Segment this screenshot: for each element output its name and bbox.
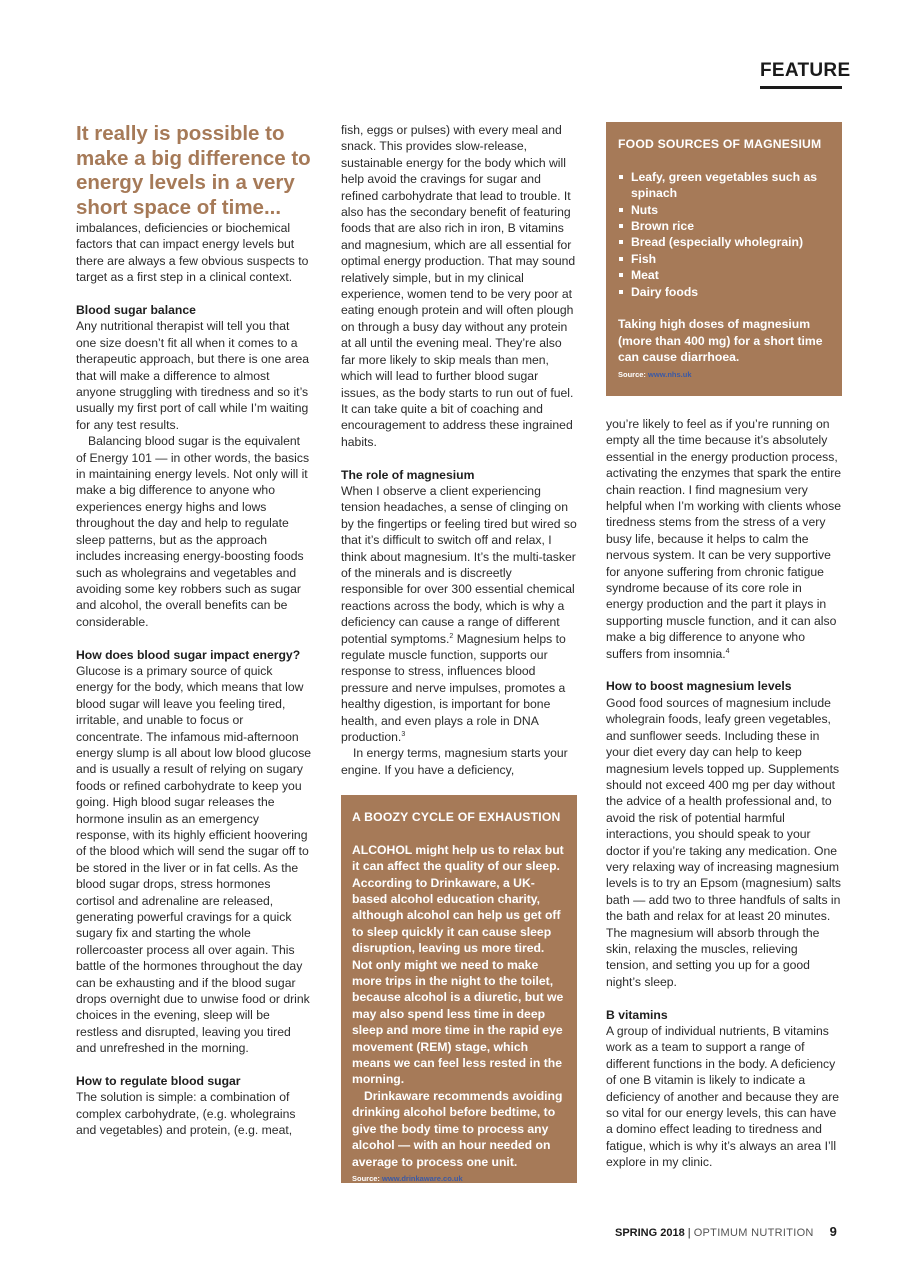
list-item: Leafy, green vegetables such as spinach	[618, 169, 830, 202]
subheading-regulate-blood-sugar: How to regulate blood sugar	[76, 1074, 241, 1089]
magazine-name: OPTIMUM NUTRITION	[693, 1227, 814, 1239]
list-item: Nuts	[618, 202, 830, 218]
magnesium-sources-box	[606, 122, 842, 396]
paragraph: A group of individual nutrients, B vitamins work as a team to support a range of different functions in the body. A deficiency of one B vitamin is likely to indicate a deficiency of another and because they are so vital for our energy levels, this can have a domino effect leading to tiredness and fatigue, which is why it’s always an area I’ll explore in my clinic.	[606, 1024, 840, 1170]
paragraph: Glucose is a primary source of quick energy for the body, which means that low blood sugar will leave you feeling tired, irritable, and unable to focus or concentrate. The infamous mid-afternoon energy slump is all about low blood glucose and is usually a result of relying on sugary foods or refined carbohydrate to keep you going. High blood sugar releases the hormone insulin as an emergency response, with its highly efficient hoovering of the blood which will send the sugar off to be stored in the liver or in fat cells. As the blood sugar drops, stress hormones cortisol and adrenaline are released, generating powerful cravings for a quick sugary fix and starting the whole rollercoaster process all over again. This battle of the hormones throughout the day can be exhausting and if the blood sugar drops overnight due to unwise food or drink choices in the evening, sleep will be restless and disrupted, leaving you tired and unrefreshed in the morning.	[76, 663, 312, 1056]
box-source	[352, 1174, 566, 1184]
column-3	[606, 416, 842, 1171]
box-title: FOOD SOURCES OF MAGNESIUM	[618, 137, 822, 151]
subheading-blood-sugar-balance: Blood sugar balance	[76, 303, 196, 318]
paragraph: fish, eggs or pulses) with every meal and snack. This provides slow-release, sustainable energy for the body which will help avoid the cravings for sugar and refined carbohydrate that lead to trouble. It also has the secondary benefit of featuring foods that are also rich in iron, B vitamins and magnesium, which are all essential for optimal energy production. That may sound relatively simple, but in my clinical experience, women tend to be very poor at eating enough protein and will often plough on through a busy day without any protein at all until the evening meal. They’re also far more likely to skip meals than men, which will lead to further blood sugar issues, as the body starts to run out of fuel. It can take quite a bit of coaching and encouragement to address these ingrained habits.	[341, 123, 576, 449]
footnote-ref: 2	[449, 632, 454, 640]
subheading-b-vitamins: B vitamins	[606, 1007, 668, 1022]
box-paragraph: ALCOHOL might help us to relax but it can affect the quality of our sleep. According to Drinkaware, a UK-based alcohol education charity, although alcohol can help us get off to sleep quickly it can cause sleep disruption, leaving us more tired. Not only might we need to make more trips in the night to the toilet, because alcohol is a diuretic, but we may also spend less time in deep sleep and more time in the rapid eye movement (REM) stage, which means we can feel less rested in the morning.	[352, 842, 564, 1087]
page-footer	[615, 1224, 845, 1239]
paragraph-text: you’re likely to feel as if you’re running on empty all the time because it’s absolutely essential in the energy production process, activating the enzymes that spark the entire chain reaction. I find magnesium very helpful when I’m working with clients whose tiredness stems from the stress of a very busy life, because it helps to calm the nervous system. It can be very supportive for anyone suffering from chronic fatigue syndrome because of its core role in energy production and the part it plays in supporting muscle function, and it can also make a big difference to anyone who suffers from insomnia.	[606, 417, 842, 661]
subheading-blood-sugar-impact: How does blood sugar impact energy?	[76, 647, 301, 662]
list-item: Meat	[618, 267, 830, 283]
subheading-boost-magnesium: How to boost magnesium levels	[606, 679, 792, 694]
box-source	[618, 370, 830, 380]
list-item: Dairy foods	[618, 284, 830, 300]
paragraph: In energy terms, magnesium starts your engine. If you have a deficiency,	[341, 746, 568, 777]
box-title: A BOOZY CYCLE OF EXHAUSTION	[352, 810, 561, 824]
box-warning: Taking high doses of magnesium (more than 400 mg) for a short time can cause diarrhoea.	[618, 317, 823, 365]
paragraph: imbalances, deficiencies or biochemical factors that can impact energy levels but there are always a few obvious suspects to target as a first step in a clinical context.	[76, 221, 309, 285]
paragraph: Good food sources of magnesium include wholegrain foods, leafy green vegetables, and sunflower seeds. Including these in your diet every day can help to keep magnesium levels topped up. Supplements should not exceed 400 mg per day without the advice of a health professional and, to avoid the risk of potential harmful interactions, you should speak to your doctor if you’re taking any medication. One very relaxing way of increasing magnesium levels is to try an Epsom (magnesium) salts bath — add two to three handfuls of salts in the bath and relax for at least 20 minutes. The magnesium will absorb through the skin, relaxing the muscles, relieving tension, and setting you up for a good night’s sleep.	[606, 695, 842, 989]
paragraph-text: When I observe a client experiencing tension headaches, a sense of clinging on by the fingertips or feeling tired but wired so that it’s difficult to switch off and relax, I think about magnesium. It’s the multi-tasker of the minerals and is discreetly responsible for over 300 essential chemical reactions across the body, which is why a deficiency can cause a range of different potential symptoms.	[341, 483, 577, 646]
source-label: Source:	[618, 369, 646, 379]
paragraph-text: Magnesium helps to regulate muscle function, supports our response to stress, influences blood pressure and nerve impulses, promotes a healthy digestion, is important for bone health, and even plays a role in DNA production.	[341, 631, 566, 745]
paragraph: The solution is simple: a combination of complex carbohydrate, (e.g. wholegrains and vegetables) and protein, (e.g. meat,	[76, 1090, 296, 1138]
footnote-ref: 3	[401, 731, 406, 739]
column-1	[76, 122, 312, 1139]
issue-label: SPRING 2018	[615, 1227, 685, 1239]
paragraph	[606, 416, 842, 662]
column-2	[341, 122, 577, 778]
source-label: Source:	[352, 1173, 380, 1183]
list-item: Brown rice	[618, 218, 830, 234]
subheading-role-of-magnesium: The role of magnesium	[341, 467, 475, 482]
source-link[interactable]: www.drinkaware.co.uk	[382, 1173, 463, 1183]
pullquote: It really is possible to make a big difference to energy levels in a very short space of time...	[76, 122, 311, 219]
list-item: Fish	[618, 251, 830, 267]
paragraph	[341, 483, 577, 746]
paragraph: Any nutritional therapist will tell you that one size doesn’t fit all when it comes to a therapeutic approach, but there is one area that will make a difference to almost anyone struggling with tiredness and so it’s usually my first port of call while I’m waiting for any test results.	[76, 319, 310, 432]
list-item: Bread (especially wholegrain)	[618, 234, 830, 250]
footnote-ref: 4	[725, 647, 730, 655]
footer-separator: |	[684, 1227, 694, 1239]
source-link[interactable]: www.nhs.uk	[648, 369, 692, 379]
box-paragraph: Drinkaware recommends avoiding drinking alcohol before bedtime, to give the body time to process any alcohol — with an hour needed on average to process one unit.	[352, 1088, 563, 1169]
paragraph: Balancing blood sugar is the equivalent of Energy 101 — in other words, the basics in maintaining energy levels. Not only will it make a big difference to anyone who experiences energy highs and lows throughout the day and help to regulate sleep patterns, but as the approach includes increasing energy-boosting foods such as wholegrains and vegetables and avoiding some key robbers such as sugar and alcohol, the overall benefits can be considerable.	[76, 434, 310, 629]
food-list	[618, 169, 830, 300]
section-rule	[760, 86, 842, 89]
section-label: FEATURE	[760, 60, 851, 81]
page-number: 9	[829, 1224, 837, 1239]
alcohol-sleep-box	[341, 795, 577, 1183]
